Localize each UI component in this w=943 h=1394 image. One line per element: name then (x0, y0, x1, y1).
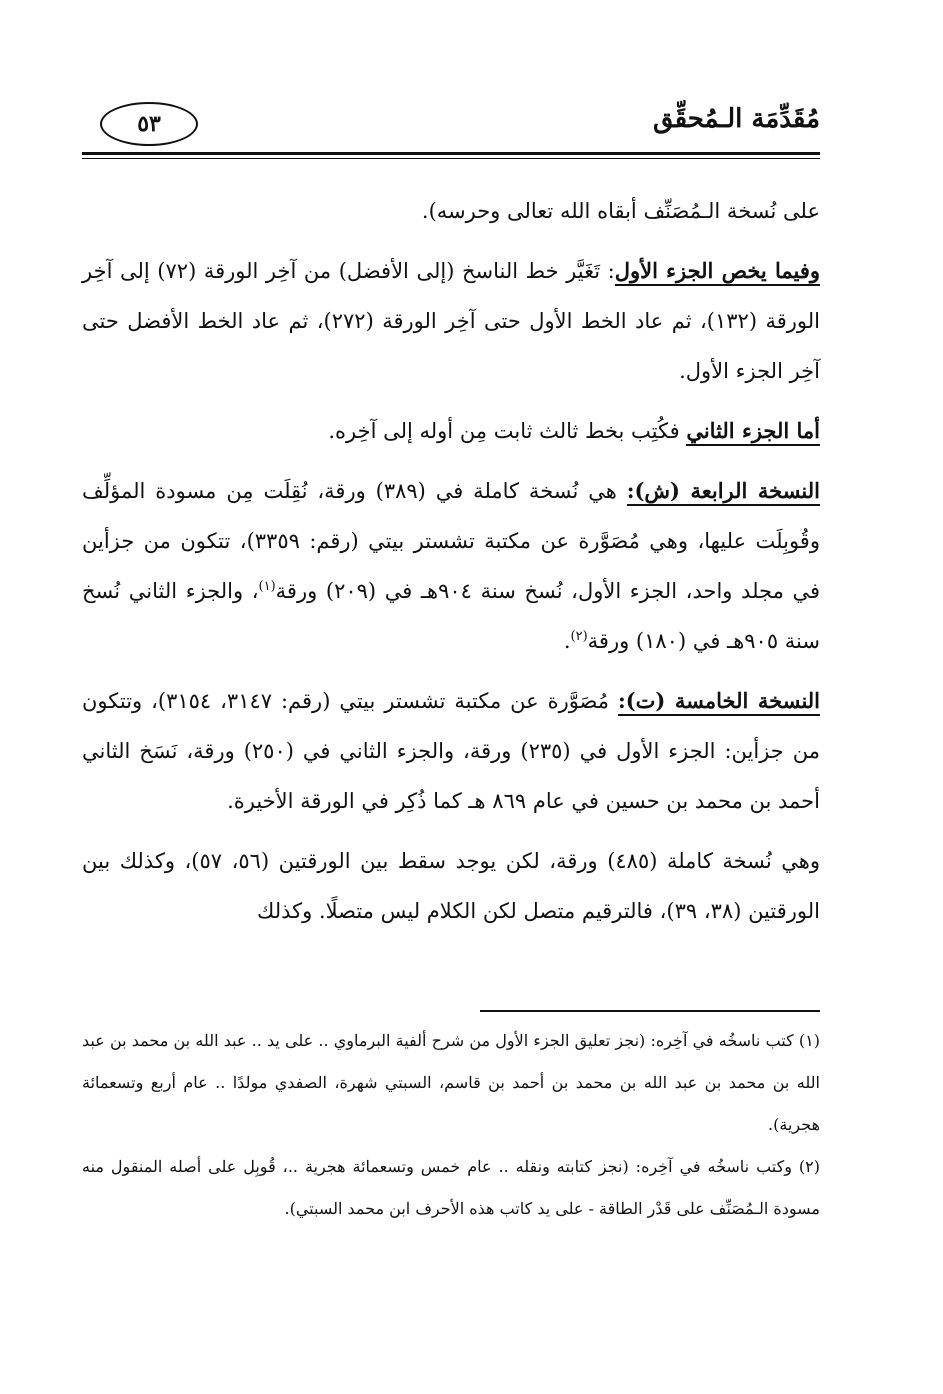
paragraph (82, 246, 820, 396)
paragraph-heading: أما الجزء الثاني (686, 418, 820, 446)
footnote-separator (480, 1010, 820, 1012)
paragraph-text: . (563, 629, 571, 653)
footnote: (٢) وكتب ناسخُه في آخِره: (نجز كتابته ونقله .. عام خمس وتسعمائة هجرية ..، قُوبِل على أصله المنقول منه مسودة الـمُصَنِّف على قَدْر الطاقة - على يد كاتب هذه الأحرف ابن محمد السبتي). (82, 1157, 820, 1218)
paragraph (82, 676, 820, 826)
footnote: (١) كتب ناسخُه في آخِره: (نجز تعليق الجزء الأول من شرح ألفية البرماوي .. على يد .. عبد الله بن محمد بن عبد الله بن محمد بن عبد الله بن محمد بن أحمد بن قاسم، السبتي شهرة، الصفدي مولدًا .. عام أربع وتسعمائة هجرية). (82, 1031, 821, 1134)
running-title: مُقَدِّمَة الـمُحقِّق (652, 104, 820, 134)
paragraph-text: على نُسخة الـمُصَنِّف أبقاه الله تعالى وحرسه). (421, 199, 820, 223)
paragraph-heading: النسخة الخامسة (ت): (618, 688, 820, 716)
paragraph-heading: وفيما يخص الجزء الأول (615, 258, 820, 286)
paragraph-text: مُصَوَّرة عن مكتبة تشستر بيتي (رقم: ٣١٤٧، ٣١٥٤)، وتتكون من جزأين: الجزء الأول في (٢٣٥) ورقة، والجزء الثاني في (٢٥٠) ورقة، نَسَخ الثاني أحمد بن محمد بن حسين في عام ٨٦٩ هـ كما ذُكِر في الورقة الأخيرة. (82, 689, 820, 813)
main-text (82, 186, 820, 946)
paragraph (82, 406, 820, 456)
footnote-ref[interactable]: (٢) (570, 629, 588, 644)
paragraph (82, 186, 820, 236)
paragraph-text: وهي نُسخة كاملة (٤٨٥) ورقة، لكن يوجد سقط بين الورقتين (٥٦، ٥٧)، وكذلك بين الورقتين (٣٨، ٣٩)، فالترقيم متصل لكن الكلام ليس متصلًا. وكذلك (82, 849, 821, 923)
header-rule-thick (82, 152, 820, 155)
page-number: ٥٣ (100, 102, 198, 146)
header-rule-thin (82, 158, 820, 159)
paragraph-heading: النسخة الرابعة (ش): (627, 478, 820, 506)
paragraph-text: هي نُسخة كاملة في (٣٨٩) ورقة، نُقِلَت مِن مسودة المؤلِّف وقُوبِلَت عليها، وهي مُصَوَّرة عن مكتبة تشستر بيتي (رقم: ٣٣٥٩)، تتكون من جزأين في مجلد واحد، الجزء الأول، نُسخ سنة ٩٠٤هـ في (٢٠٩) ورقة (82, 479, 821, 603)
footnotes (82, 1020, 820, 1230)
book-page (82, 90, 821, 1218)
paragraph-text: فكُتِب بخط ثالث ثابت مِن أوله إلى آخِره. (328, 419, 687, 443)
paragraph (82, 466, 820, 666)
page-header (82, 90, 820, 150)
paragraph-text: : تَغَيَّر خط الناسخ (إلى الأفضل) من آخِر الورقة (٧٢) إلى آخِر الورقة (١٣٢)، ثم عاد الخط الأول حتى آخِر الورقة (٢٧٢)، ثم عاد الخط الأفضل حتى آخِر الجزء الأول. (82, 259, 820, 383)
paragraph (82, 836, 820, 936)
paragraph-text: ، والجزء الثاني نُسخ سنة ٩٠٥هـ في (١٨٠) ورقة (82, 579, 820, 653)
footnote-ref[interactable]: (١) (258, 579, 276, 594)
